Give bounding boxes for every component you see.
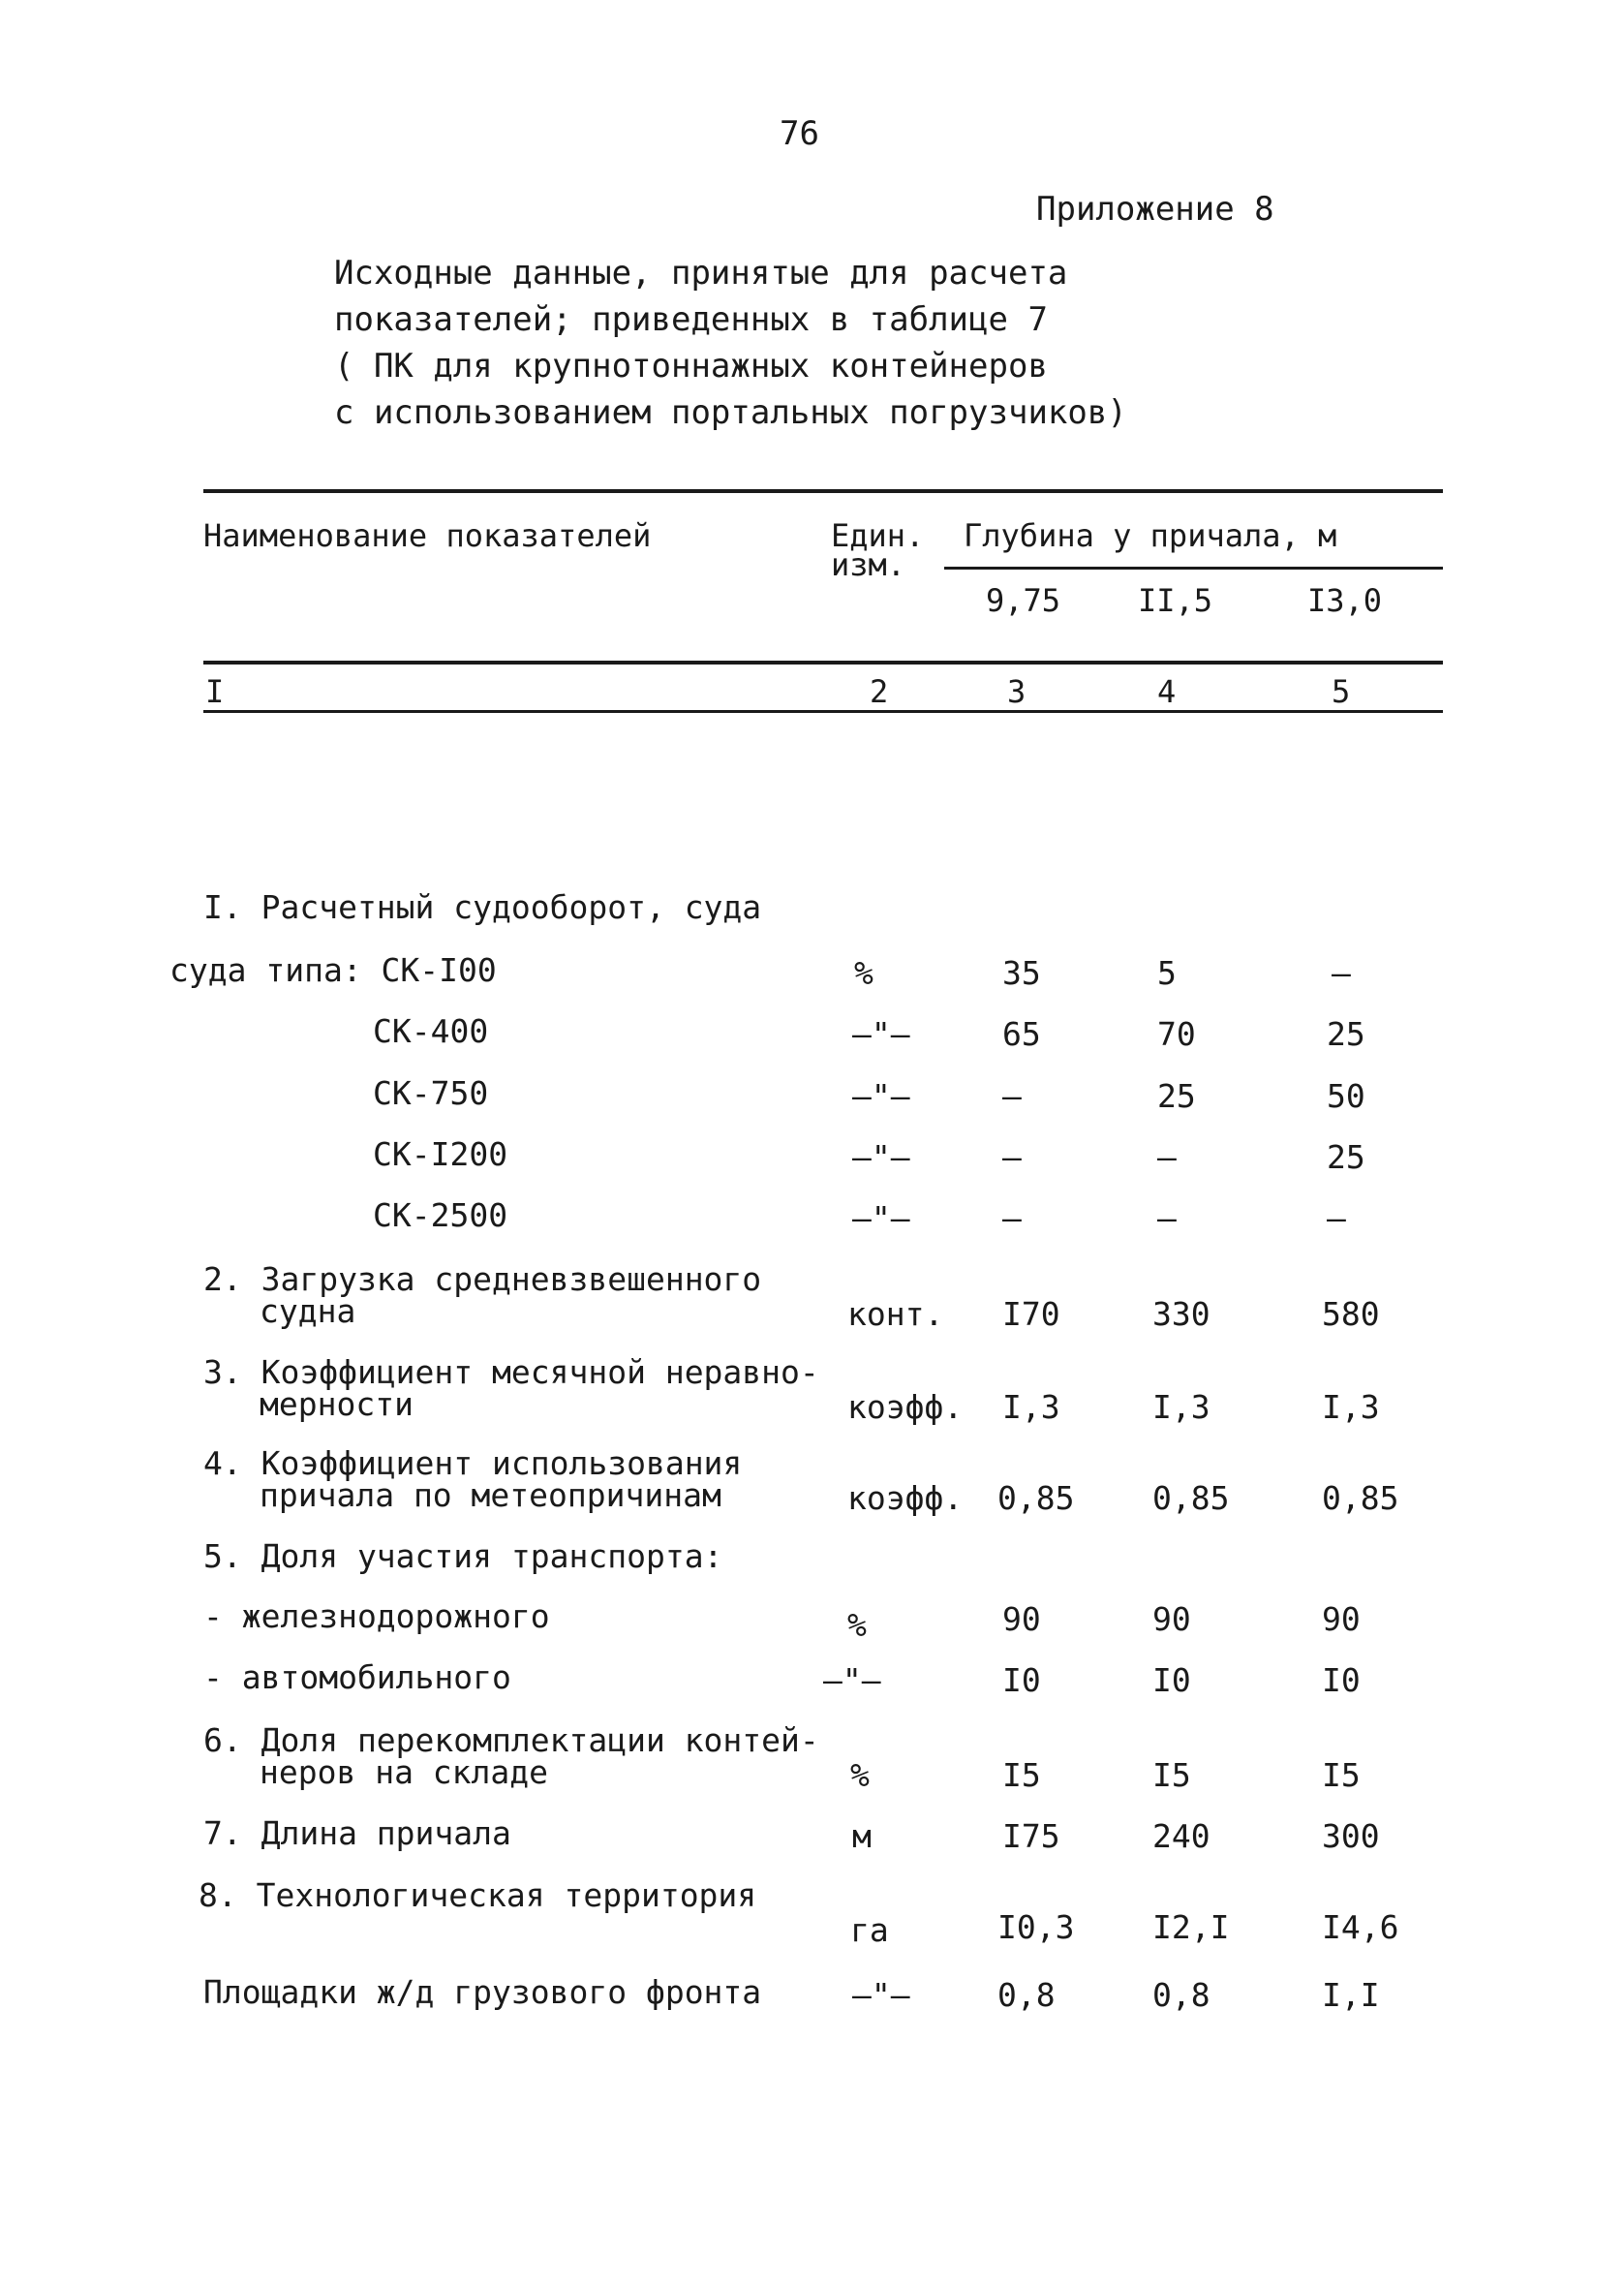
row-label: - автомобильного — [203, 1658, 511, 1696]
page-number: 76 — [780, 114, 819, 153]
row-unit: –"– — [823, 1661, 881, 1699]
column-number-2: 2 — [870, 673, 889, 710]
row-unit: га — [850, 1911, 889, 1949]
row-value: I,3 — [1322, 1388, 1380, 1426]
row-value: I4,6 — [1322, 1908, 1399, 1946]
row-value: 25 — [1327, 1015, 1365, 1053]
row-value: 90 — [1152, 1600, 1191, 1638]
row-label-line2: судна — [260, 1292, 356, 1330]
row-unit: коэфф. — [847, 1479, 964, 1517]
row-label-line2: неров на складе — [260, 1753, 549, 1791]
header-depth-2: II,5 — [1138, 582, 1213, 619]
row-value: 0,8 — [997, 1976, 1056, 2014]
row-value: 0,85 — [1152, 1479, 1230, 1517]
column-number-rule — [203, 710, 1443, 713]
title-line: Исходные данные, принятые для расчета — [334, 254, 1068, 293]
row-value: – — [1002, 1199, 1022, 1237]
column-number-4: 4 — [1157, 673, 1177, 710]
row-value: I5 — [1152, 1756, 1191, 1794]
row-unit: –"– — [852, 1077, 910, 1115]
header-depth-3: I3,0 — [1307, 582, 1383, 619]
row-unit: –"– — [852, 1199, 910, 1237]
row-label: СК-750 — [373, 1074, 489, 1112]
row-value: I0 — [1322, 1661, 1361, 1699]
row-value: 0,8 — [1152, 1976, 1210, 2014]
row-value: 25 — [1327, 1138, 1365, 1176]
row-label: СК-400 — [373, 1012, 489, 1050]
row-unit: конт. — [847, 1295, 944, 1333]
header-depth-1: 9,75 — [986, 582, 1061, 619]
row-value: I70 — [1002, 1295, 1060, 1333]
row-value: 330 — [1152, 1295, 1210, 1333]
appendix-label: Приложение 8 — [1036, 190, 1274, 229]
row-unit: коэфф. — [847, 1388, 964, 1426]
row-unit: –"– — [852, 1015, 910, 1053]
row-label: 7. Длина причала — [203, 1814, 511, 1852]
row-label-line2: мерности — [260, 1385, 414, 1423]
row-label-line2: причала по метеопричинам — [260, 1476, 721, 1514]
row-label-line1: 4. Коэффициент использования — [203, 1444, 743, 1482]
row-unit: –"– — [852, 1976, 910, 2014]
row-value: – — [1327, 1199, 1346, 1237]
row-label-line1: 6. Доля перекомплектации контей- — [203, 1721, 819, 1759]
row-value: I5 — [1002, 1756, 1041, 1794]
row-label: суда типа: СК-I00 — [169, 951, 497, 989]
row-value: I,3 — [1152, 1388, 1210, 1426]
row-label: Площадки ж/д грузового фронта — [203, 1973, 762, 2011]
row-unit: –"– — [852, 1138, 910, 1176]
row-value: I5 — [1322, 1756, 1361, 1794]
row-label-line1: 3. Коэффициент месячной неравно- — [203, 1353, 819, 1391]
row-value: I2,I — [1152, 1908, 1230, 1946]
row-value: – — [1332, 954, 1351, 992]
header-bottom-rule — [203, 661, 1443, 665]
row-value: 90 — [1002, 1600, 1041, 1638]
row-value: – — [1157, 1138, 1177, 1176]
row-value: – — [1002, 1077, 1022, 1115]
row-label: I. Расчетный судооборот, суда — [203, 888, 762, 926]
row-value: I,3 — [1002, 1388, 1060, 1426]
row-label: СК-2500 — [373, 1196, 508, 1234]
row-value: I0 — [1002, 1661, 1041, 1699]
row-value: 50 — [1327, 1077, 1365, 1115]
column-number-5: 5 — [1332, 673, 1351, 710]
row-value: 0,85 — [997, 1479, 1075, 1517]
row-value: – — [1157, 1199, 1177, 1237]
row-value: I,I — [1322, 1976, 1380, 2014]
header-unit-line1: Един. — [831, 517, 925, 554]
row-label: 8. Технологическая территория — [199, 1876, 757, 1914]
row-value: 25 — [1157, 1077, 1196, 1115]
row-unit: м — [852, 1817, 872, 1855]
column-number-1: I — [205, 673, 225, 710]
row-value: I0 — [1152, 1661, 1191, 1699]
header-name-column: Наименование показателей — [203, 517, 652, 554]
row-value: 65 — [1002, 1015, 1041, 1053]
header-depth-group: Глубина у причала, м — [964, 517, 1337, 554]
row-label: - железнодорожного — [203, 1597, 550, 1635]
document-title — [334, 250, 1127, 436]
row-unit: % — [854, 954, 873, 992]
depth-group-rule — [944, 567, 1443, 570]
row-value: 300 — [1322, 1817, 1380, 1855]
title-line: с использованием портальных погрузчиков) — [334, 393, 1127, 432]
row-value: 90 — [1322, 1600, 1361, 1638]
row-value: 5 — [1157, 954, 1177, 992]
row-unit: % — [850, 1756, 870, 1794]
row-value: 240 — [1152, 1817, 1210, 1855]
row-value: 70 — [1157, 1015, 1196, 1053]
row-value: 580 — [1322, 1295, 1380, 1333]
title-line: показателей; приведенных в таблице 7 — [334, 300, 1048, 339]
row-label-line1: 2. Загрузка средневзвешенного — [203, 1260, 762, 1298]
row-value: 35 — [1002, 954, 1041, 992]
column-number-3: 3 — [1007, 673, 1026, 710]
row-value: I75 — [1002, 1817, 1060, 1855]
row-value: 0,85 — [1322, 1479, 1399, 1517]
title-line: ( ПК для крупнотоннажных контейнеров — [334, 347, 1048, 386]
row-value: – — [1002, 1138, 1022, 1176]
row-label: 5. Доля участия транспорта: — [203, 1537, 723, 1575]
header-unit-column — [831, 517, 925, 583]
row-value: I0,3 — [997, 1908, 1075, 1946]
row-unit: % — [847, 1606, 867, 1644]
table-top-rule — [203, 489, 1443, 493]
row-label: СК-I200 — [373, 1135, 508, 1173]
header-unit-line2: изм. — [831, 546, 906, 583]
